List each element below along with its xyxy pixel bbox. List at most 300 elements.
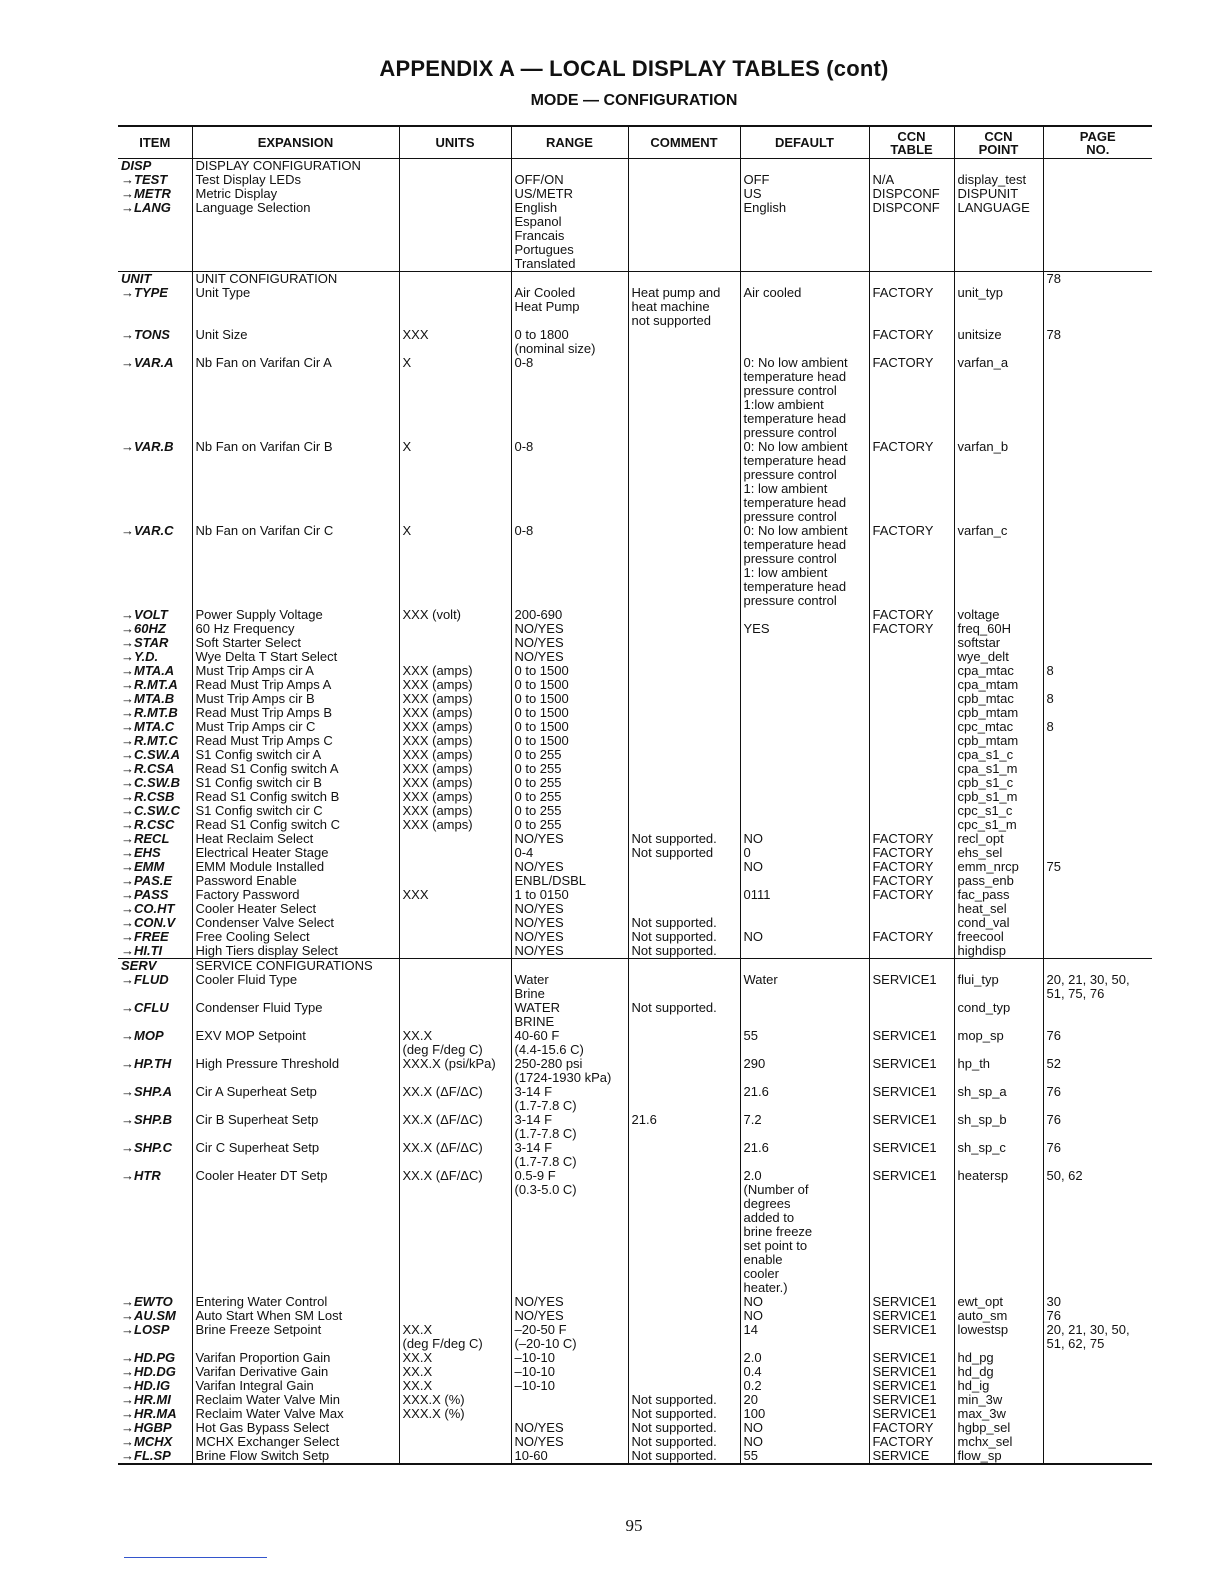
cell-ccn-point: cpa_s1_c <box>954 748 1043 762</box>
cell-comment <box>628 187 740 201</box>
cell-range: 0-4 <box>511 846 628 860</box>
cell-ccn-table: SERVICE1 <box>869 1407 954 1421</box>
table-row <box>118 888 1152 902</box>
cell-item: UNIT <box>118 272 192 287</box>
cell-item: →C.SW.C <box>121 804 180 818</box>
cell-range: 0 to 255 <box>511 790 628 804</box>
cell-ccn-table: SERVICE1 <box>869 1295 954 1309</box>
header-comment: COMMENT <box>628 126 740 159</box>
cell-default: OFF <box>740 173 869 187</box>
cell-expansion: Unit Type <box>192 286 399 328</box>
cell-units: XXX.X (%) <box>399 1407 511 1421</box>
cell-ccn-point: sh_sp_a <box>954 1085 1043 1113</box>
cell-default: NO <box>740 1295 869 1309</box>
table-row <box>118 959 1152 974</box>
table-row <box>118 804 1152 818</box>
table-row <box>118 1141 1152 1169</box>
cell-expansion: SERVICE CONFIGURATIONS <box>192 959 399 974</box>
cell-expansion: Reclaim Water Valve Min <box>192 1393 399 1407</box>
cell-ccn-point: cpb_mtac <box>954 692 1043 706</box>
cell-ccn-table: SERVICE1 <box>869 1365 954 1379</box>
cell-ccn-point: ehs_sel <box>954 846 1043 860</box>
cell-ccn-table: SERVICE1 <box>869 1393 954 1407</box>
cell-ccn-table: FACTORY <box>869 328 954 356</box>
cell-comment <box>628 622 740 636</box>
cell-expansion: UNIT CONFIGURATION <box>192 272 399 287</box>
cell-expansion: MCHX Exchanger Select <box>192 1435 399 1449</box>
cell-ccn-table <box>869 706 954 720</box>
cell-expansion: Read Must Trip Amps A <box>192 678 399 692</box>
cell-item: DISP <box>121 158 152 173</box>
cell-ccn-point: freecool <box>954 930 1043 944</box>
cell-page-no <box>1043 1407 1152 1421</box>
cell-ccn-point: flui_typ <box>954 973 1043 1001</box>
cell-ccn-point: auto_sm <box>954 1309 1043 1323</box>
cell-ccn-point: hd_dg <box>954 1365 1043 1379</box>
cell-expansion: Password Enable <box>192 874 399 888</box>
cell-range: NO/YES <box>511 636 628 650</box>
table-row <box>118 1085 1152 1113</box>
table-row <box>118 173 1152 187</box>
cell-item: →EHS <box>121 846 161 860</box>
cell-range: NO/YES <box>511 622 628 636</box>
table-row <box>118 286 1152 328</box>
cell-default: 0: No low ambient temperature head pressure control 1: low ambient temperature head pressure control <box>740 524 869 608</box>
cell-ccn-table: SERVICE1 <box>869 1113 954 1141</box>
cell-page-no: 52 <box>1043 1057 1152 1085</box>
table-row <box>118 664 1152 678</box>
cell-range: 0 to 1500 <box>511 692 628 706</box>
cell-ccn-point: pass_enb <box>954 874 1043 888</box>
cell-item: →R.CSB <box>121 790 175 804</box>
cell-range: 0 to 1500 <box>511 706 628 720</box>
cell-range: 0 to 255 <box>511 818 628 832</box>
cell-units <box>399 1309 511 1323</box>
cell-units: XXX <box>399 888 511 902</box>
cell-ccn-table <box>869 776 954 790</box>
cell-units: X <box>399 524 511 608</box>
cell-units: XX.X <box>399 1351 511 1365</box>
cell-units <box>399 973 511 1001</box>
cell-ccn-table <box>869 734 954 748</box>
cell-comment <box>628 804 740 818</box>
cell-comment <box>628 1141 740 1169</box>
cell-page-no: 20, 21, 30, 50, 51, 75, 76 <box>1043 973 1152 1001</box>
cell-item: →CO.HT <box>121 902 175 916</box>
cell-expansion: DISPLAY CONFIGURATION <box>192 159 399 174</box>
cell-ccn-table: FACTORY <box>869 622 954 636</box>
cell-ccn-table <box>869 916 954 930</box>
cell-range: NO/YES <box>511 902 628 916</box>
cell-range: 3-14 F (1.7-7.8 C) <box>511 1141 628 1169</box>
cell-comment: Not supported. <box>628 1407 740 1421</box>
cell-item: →R.MT.A <box>121 678 178 692</box>
cell-units <box>399 874 511 888</box>
cell-range: Water Brine <box>511 973 628 1001</box>
table-row <box>118 1295 1152 1309</box>
cell-ccn-table <box>869 762 954 776</box>
cell-ccn-table <box>869 650 954 664</box>
cell-page-no <box>1043 608 1152 622</box>
cell-ccn-point: mop_sp <box>954 1029 1043 1057</box>
header-default: DEFAULT <box>740 126 869 159</box>
cell-ccn-point: cpb_mtam <box>954 734 1043 748</box>
table-row <box>118 930 1152 944</box>
cell-item: →MTA.C <box>121 720 175 734</box>
cell-expansion: 60 Hz Frequency <box>192 622 399 636</box>
cell-comment: Not supported. <box>628 832 740 846</box>
cell-comment <box>628 678 740 692</box>
cell-ccn-point <box>954 159 1043 174</box>
cell-range: Air Cooled Heat Pump <box>511 286 628 328</box>
cell-ccn-table <box>869 748 954 762</box>
cell-default: YES <box>740 622 869 636</box>
cell-ccn-point: softstar <box>954 636 1043 650</box>
cell-units: XX.X (ΔF/ΔC) <box>399 1141 511 1169</box>
header-range: RANGE <box>511 126 628 159</box>
cell-comment <box>628 1085 740 1113</box>
cell-page-no <box>1043 888 1152 902</box>
cell-page-no <box>1043 1393 1152 1407</box>
cell-page-no <box>1043 678 1152 692</box>
cell-page-no <box>1043 944 1152 959</box>
table-row <box>118 622 1152 636</box>
cell-comment <box>628 636 740 650</box>
cell-ccn-point: hd_pg <box>954 1351 1043 1365</box>
cell-ccn-table <box>869 664 954 678</box>
cell-default: NO <box>740 1309 869 1323</box>
cell-expansion: Nb Fan on Varifan Cir A <box>192 356 399 440</box>
cell-ccn-point: max_3w <box>954 1407 1043 1421</box>
cell-units <box>399 846 511 860</box>
cell-expansion: Read S1 Config switch A <box>192 762 399 776</box>
cell-ccn-table: SERVICE1 <box>869 1029 954 1057</box>
cell-page-no <box>1043 1379 1152 1393</box>
cell-range: 0-8 <box>511 356 628 440</box>
cell-default <box>740 636 869 650</box>
table-row <box>118 678 1152 692</box>
table-row <box>118 1169 1152 1295</box>
cell-ccn-table: SERVICE1 <box>869 1309 954 1323</box>
cell-comment <box>628 734 740 748</box>
cell-ccn-table <box>869 804 954 818</box>
cell-default <box>740 776 869 790</box>
cell-comment <box>628 902 740 916</box>
cell-expansion: Brine Flow Switch Setp <box>192 1449 399 1464</box>
cell-comment: Heat pump and heat machine not supported <box>628 286 740 328</box>
table-row <box>118 973 1152 1001</box>
table-row <box>118 762 1152 776</box>
cell-units: XXX (amps) <box>399 664 511 678</box>
cell-page-no <box>1043 440 1152 524</box>
cell-ccn-point: cpa_s1_m <box>954 762 1043 776</box>
cell-range: NO/YES <box>511 860 628 874</box>
cell-range <box>511 1407 628 1421</box>
cell-ccn-point: fac_pass <box>954 888 1043 902</box>
cell-ccn-point <box>954 272 1043 287</box>
cell-item: →HGBP <box>121 1421 172 1435</box>
cell-comment <box>628 1169 740 1295</box>
cell-page-no <box>1043 930 1152 944</box>
header-ccn-point: CCN POINT <box>954 126 1043 159</box>
cell-ccn-table: SERVICE1 <box>869 1379 954 1393</box>
cell-default: Water <box>740 973 869 1001</box>
cell-ccn-table <box>869 959 954 974</box>
cell-ccn-point: varfan_b <box>954 440 1043 524</box>
cell-range: NO/YES <box>511 650 628 664</box>
cell-comment <box>628 748 740 762</box>
cell-item: →HTR <box>121 1169 161 1183</box>
cell-ccn-point: DISPUNIT <box>954 187 1043 201</box>
cell-page-no: 78 <box>1043 272 1152 287</box>
cell-item: →VAR.C <box>121 524 174 538</box>
cell-default: English <box>740 201 869 272</box>
cell-ccn-table: SERVICE1 <box>869 1057 954 1085</box>
cell-default: 0 <box>740 846 869 860</box>
cell-default: 290 <box>740 1057 869 1085</box>
cell-comment <box>628 706 740 720</box>
table-row <box>118 440 1152 524</box>
cell-ccn-table <box>869 944 954 959</box>
cell-expansion: EMM Module Installed <box>192 860 399 874</box>
cell-item: →SHP.C <box>121 1141 173 1155</box>
cell-item: →MTA.B <box>121 692 175 706</box>
table-row <box>118 636 1152 650</box>
cell-default: 0.2 <box>740 1379 869 1393</box>
page-subtitle: MODE — CONFIGURATION <box>530 92 738 109</box>
cell-ccn-point: cond_val <box>954 916 1043 930</box>
cell-item: →EMM <box>121 860 165 874</box>
cell-units <box>399 1295 511 1309</box>
cell-default <box>740 959 869 974</box>
cell-ccn-table: SERVICE1 <box>869 1323 954 1351</box>
cell-default <box>740 272 869 287</box>
cell-expansion: Must Trip Amps cir B <box>192 692 399 706</box>
cell-comment: Not supported. <box>628 1393 740 1407</box>
cell-ccn-point: varfan_c <box>954 524 1043 608</box>
cell-ccn-point: freq_60H <box>954 622 1043 636</box>
cell-default <box>740 678 869 692</box>
cell-page-no <box>1043 1449 1152 1464</box>
cell-units <box>399 187 511 201</box>
table-row <box>118 944 1152 959</box>
cell-default <box>740 650 869 664</box>
cell-ccn-point: lowestsp <box>954 1323 1043 1351</box>
cell-default: 21.6 <box>740 1141 869 1169</box>
cell-expansion: High Tiers display Select <box>192 944 399 959</box>
cell-item: →C.SW.B <box>121 776 180 790</box>
cell-page-no <box>1043 356 1152 440</box>
cell-page-no: 78 <box>1043 328 1152 356</box>
cell-ccn-point: LANGUAGE <box>954 201 1043 272</box>
cell-comment <box>628 1029 740 1057</box>
cell-units: XX.X (ΔF/ΔC) <box>399 1085 511 1113</box>
cell-ccn-table: FACTORY <box>869 1435 954 1449</box>
cell-ccn-point: cpb_mtam <box>954 706 1043 720</box>
cell-expansion: S1 Config switch cir B <box>192 776 399 790</box>
cell-item: →PAS.E <box>121 874 173 888</box>
cell-default: 55 <box>740 1029 869 1057</box>
cell-ccn-point: min_3w <box>954 1393 1043 1407</box>
table-row <box>118 916 1152 930</box>
cell-expansion: Must Trip Amps cir C <box>192 720 399 734</box>
cell-expansion: Wye Delta T Start Select <box>192 650 399 664</box>
table-row <box>118 328 1152 356</box>
cell-range: 0 to 255 <box>511 748 628 762</box>
cell-default <box>740 902 869 916</box>
cell-default: 55 <box>740 1449 869 1464</box>
cell-ccn-table: SERVICE1 <box>869 1085 954 1113</box>
cell-page-no <box>1043 286 1152 328</box>
cell-ccn-table <box>869 678 954 692</box>
page-number: 95 <box>625 1516 643 1535</box>
cell-ccn-point: cpb_s1_c <box>954 776 1043 790</box>
cell-page-no <box>1043 916 1152 930</box>
cell-default: 0.4 <box>740 1365 869 1379</box>
cell-page-no <box>1043 1435 1152 1449</box>
cell-units <box>399 916 511 930</box>
cell-range: 0 to 255 <box>511 776 628 790</box>
cell-ccn-table <box>869 636 954 650</box>
table-row <box>118 846 1152 860</box>
cell-default: 0111 <box>740 888 869 902</box>
cell-ccn-table: FACTORY <box>869 874 954 888</box>
cell-units: XX.X (ΔF/ΔC) <box>399 1169 511 1295</box>
cell-page-no <box>1043 1421 1152 1435</box>
cell-default <box>740 790 869 804</box>
cell-ccn-table <box>869 159 954 174</box>
cell-ccn-point: ewt_opt <box>954 1295 1043 1309</box>
cell-expansion: Read S1 Config switch B <box>192 790 399 804</box>
cell-range: US/METR <box>511 187 628 201</box>
cell-default <box>740 944 869 959</box>
cell-range: OFF/ON <box>511 173 628 187</box>
cell-comment <box>628 818 740 832</box>
cell-expansion: Cooler Heater DT Setp <box>192 1169 399 1295</box>
cell-comment <box>628 888 740 902</box>
cell-ccn-point: cpa_mtac <box>954 664 1043 678</box>
cell-page-no <box>1043 706 1152 720</box>
cell-default: 14 <box>740 1323 869 1351</box>
cell-item: →R.MT.B <box>121 706 178 720</box>
cell-ccn-point: mchx_sel <box>954 1435 1043 1449</box>
cell-default: 21.6 <box>740 1085 869 1113</box>
cell-ccn-table: FACTORY <box>869 608 954 622</box>
cell-comment <box>628 650 740 664</box>
cell-comment <box>628 608 740 622</box>
cell-comment <box>628 874 740 888</box>
cell-default <box>740 608 869 622</box>
cell-units <box>399 636 511 650</box>
cell-comment: 21.6 <box>628 1113 740 1141</box>
cell-default: 7.2 <box>740 1113 869 1141</box>
cell-ccn-point: heatersp <box>954 1169 1043 1295</box>
cell-units <box>399 1001 511 1029</box>
table-row <box>118 1323 1152 1351</box>
cell-expansion: Heat Reclaim Select <box>192 832 399 846</box>
cell-item: →METR <box>121 187 171 201</box>
cell-item: →R.CSC <box>121 818 175 832</box>
cell-default: NO <box>740 1435 869 1449</box>
cell-item: →Y.D. <box>121 650 159 664</box>
cell-range: 3-14 F (1.7-7.8 C) <box>511 1113 628 1141</box>
cell-ccn-table: DISPCONF <box>869 201 954 272</box>
table-row <box>118 734 1152 748</box>
cell-ccn-table: SERVICE1 <box>869 973 954 1001</box>
cell-comment <box>628 159 740 174</box>
cell-page-no <box>1043 650 1152 664</box>
cell-ccn-point: hgbp_sel <box>954 1421 1043 1435</box>
cell-comment: Not supported. <box>628 1449 740 1464</box>
cell-expansion: Condenser Valve Select <box>192 916 399 930</box>
table-row <box>118 790 1152 804</box>
cell-range: –10-10 <box>511 1365 628 1379</box>
cell-units: XXX (amps) <box>399 790 511 804</box>
cell-ccn-table: SERVICE <box>869 1449 954 1464</box>
cell-page-no <box>1043 622 1152 636</box>
cell-units <box>399 1435 511 1449</box>
cell-page-no <box>1043 832 1152 846</box>
cell-item: →RECL <box>121 832 170 846</box>
cell-range: 250-280 psi (1724-1930 kPa) <box>511 1057 628 1085</box>
cell-comment <box>628 860 740 874</box>
cell-range <box>511 159 628 174</box>
cell-default: NO <box>740 1421 869 1435</box>
cell-comment <box>628 1323 740 1351</box>
cell-range: 0 to 255 <box>511 762 628 776</box>
cell-ccn-point <box>954 959 1043 974</box>
cell-ccn-table <box>869 818 954 832</box>
cell-range: NO/YES <box>511 1295 628 1309</box>
cell-range: WATER BRINE <box>511 1001 628 1029</box>
cell-expansion: Reclaim Water Valve Max <box>192 1407 399 1421</box>
cell-range: NO/YES <box>511 1435 628 1449</box>
table-row <box>118 874 1152 888</box>
cell-ccn-point: unitsize <box>954 328 1043 356</box>
table-row <box>118 818 1152 832</box>
cell-range: 0 to 1500 <box>511 734 628 748</box>
cell-comment <box>628 1309 740 1323</box>
cell-ccn-table: FACTORY <box>869 356 954 440</box>
cell-item: →AU.SM <box>121 1309 176 1323</box>
table-row <box>118 1309 1152 1323</box>
cell-ccn-point: cpa_mtam <box>954 678 1043 692</box>
cell-default: 20 <box>740 1393 869 1407</box>
cell-item: →MCHX <box>121 1435 173 1449</box>
cell-ccn-table: FACTORY <box>869 860 954 874</box>
cell-ccn-table: SERVICE1 <box>869 1351 954 1365</box>
cell-item: →VAR.B <box>121 440 174 454</box>
cell-ccn-point: sh_sp_b <box>954 1113 1043 1141</box>
cell-units: XXX (amps) <box>399 748 511 762</box>
cell-expansion: S1 Config switch cir C <box>192 804 399 818</box>
cell-item: →EWTO <box>121 1295 173 1309</box>
cell-default <box>740 916 869 930</box>
header-page-no: PAGE NO. <box>1043 126 1152 159</box>
cell-units: XXX (amps) <box>399 720 511 734</box>
cell-item: →HD.PG <box>121 1351 176 1365</box>
cell-range: NO/YES <box>511 1421 628 1435</box>
cell-page-no: 76 <box>1043 1141 1152 1169</box>
cell-page-no: 30 <box>1043 1295 1152 1309</box>
cell-comment <box>628 762 740 776</box>
cell-item: →STAR <box>121 636 169 650</box>
cell-range: 0 to 255 <box>511 804 628 818</box>
cell-item: →HI.TI <box>121 944 163 958</box>
table-row <box>118 650 1152 664</box>
cell-units: XXX (amps) <box>399 776 511 790</box>
cell-default: 2.0 <box>740 1351 869 1365</box>
